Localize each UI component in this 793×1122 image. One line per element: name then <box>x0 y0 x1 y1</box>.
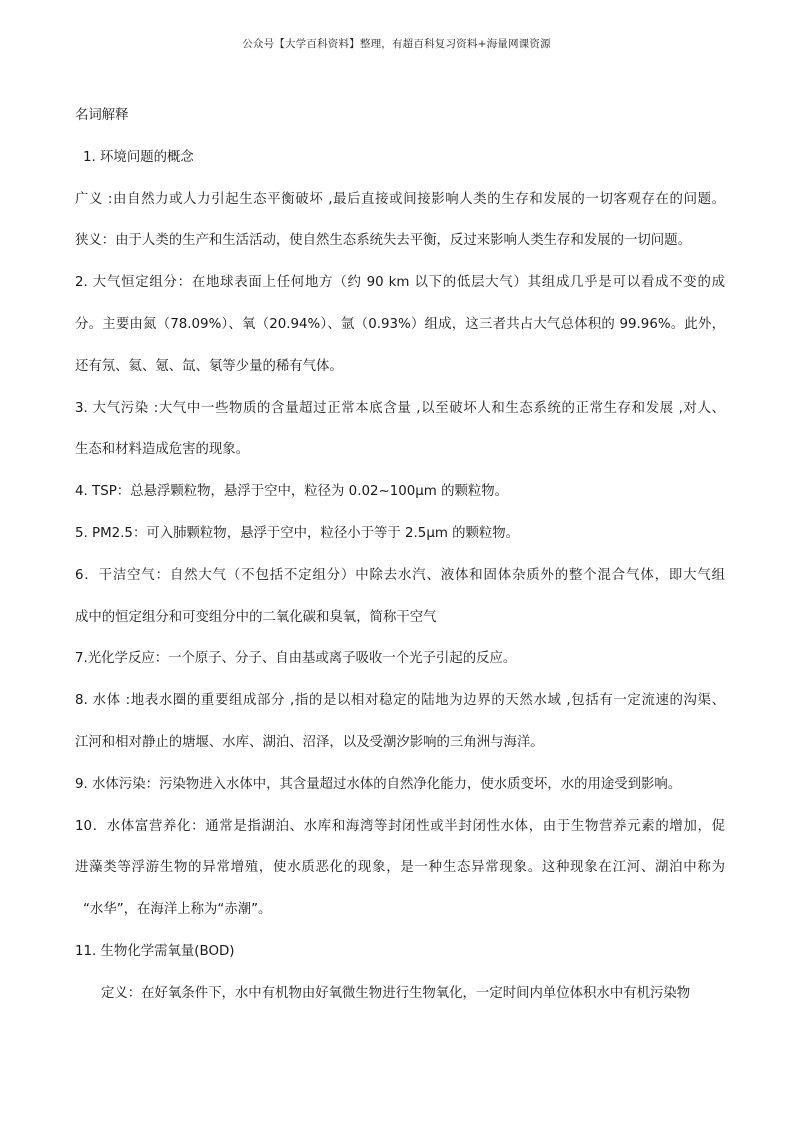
paragraph-line: 10．水体富营养化：通常是指湖泊、水库和海湾等封闭性或半封闭性水体，由于生物营养元素的增加，促 <box>75 818 725 834</box>
paragraph-line: 江河和相对静止的塘堰、水库、湖泊、沼泽，以及受潮汐影响的三角洲与海洋。 <box>75 734 544 750</box>
paragraph-line: 4. TSP：总悬浮颗粒物，悬浮于空中，粒径为 0.02~100μm 的颗粒物。 <box>75 484 509 500</box>
paragraph-line: 进藻类等浮游生物的异常增殖，使水质恶化的现象，是一种生态异常现象。这种现象在江河、湖泊中称为 <box>75 860 725 876</box>
paragraph-line: 定义：在好氧条件下，水中有机物由好氧微生物进行生物氧化，一定时间内单位体积水中有机污染物 <box>101 985 691 1001</box>
paragraph-line: 分。主要由氮（78.09%）、氧（20.94%）、氩（0.93%）组成，这三者共占大气总体积的 99.96%。此外， <box>75 316 725 332</box>
paragraph-line: 广义 :由自然力或人力引起生态平衡破坏 ,最后直接或间接影响人类的生存和发展的一切客观存在的问题。 <box>75 191 725 207</box>
document-body <box>75 106 725 1004</box>
section-title: 名词解释 <box>75 108 129 123</box>
paragraph-line: 生态和材料造成危害的现象。 <box>75 442 250 458</box>
paragraph-line: 2. 大气恒定组分：在地球表面上任何地方（约 90 km 以下的低层大气）其组成几乎是可以看成不变的成 <box>75 275 725 291</box>
paragraph-line: “水华”，在海洋上称为“赤潮”。 <box>83 902 272 918</box>
paragraph-line: 成中的恒定组分和可变组分中的二氧化碳和臭氧，简称干空气 <box>75 609 437 625</box>
paragraph-line: 还有氖、氦、氪、氙、氡等少量的稀有气体。 <box>75 358 343 374</box>
paragraph-line: 5. PM2.5：可入肺颗粒物，悬浮于空中，粒径小于等于 2.5μm 的颗粒物。 <box>75 525 520 541</box>
paragraph-line: 7.光化学反应：一个原子、分子、自由基或离子吸收一个光子引起的反应。 <box>75 651 517 667</box>
term-heading: 1. 环境问题的概念 <box>83 149 194 165</box>
page-header: 公众号【大学百科资料】整理，有超百科复习资料+海量网课资源 <box>242 38 551 50</box>
paragraph-line: 3. 大气污染 :大气中一些物质的含量超过正常本底含量 ,以至破坏人和生态系统的正常生存和发展 ,对人、 <box>75 400 725 416</box>
paragraph-line: 9. 水体污染：污染物进入水体中，其含量超过水体的自然净化能力，使水质变坏，水的用途受到影响。 <box>75 776 682 792</box>
term-heading: 11. 生物化学需氧量(BOD) <box>75 943 235 959</box>
paragraph-line: 8. 水体 :地表水圈的重要组成部分 ,指的是以相对稳定的陆地为边界的天然水域 ,包括有一定流速的沟渠、 <box>75 693 725 709</box>
paragraph-line: 狭义：由于人类的生产和生活活动，使自然生态系统失去平衡，反过来影响人类生存和发展的一切问题。 <box>75 233 691 249</box>
paragraph-line: 6．干洁空气：自然大气（不包括不定组分）中除去水汽、液体和固体杂质外的整个混合气体，即大气组 <box>75 567 725 583</box>
